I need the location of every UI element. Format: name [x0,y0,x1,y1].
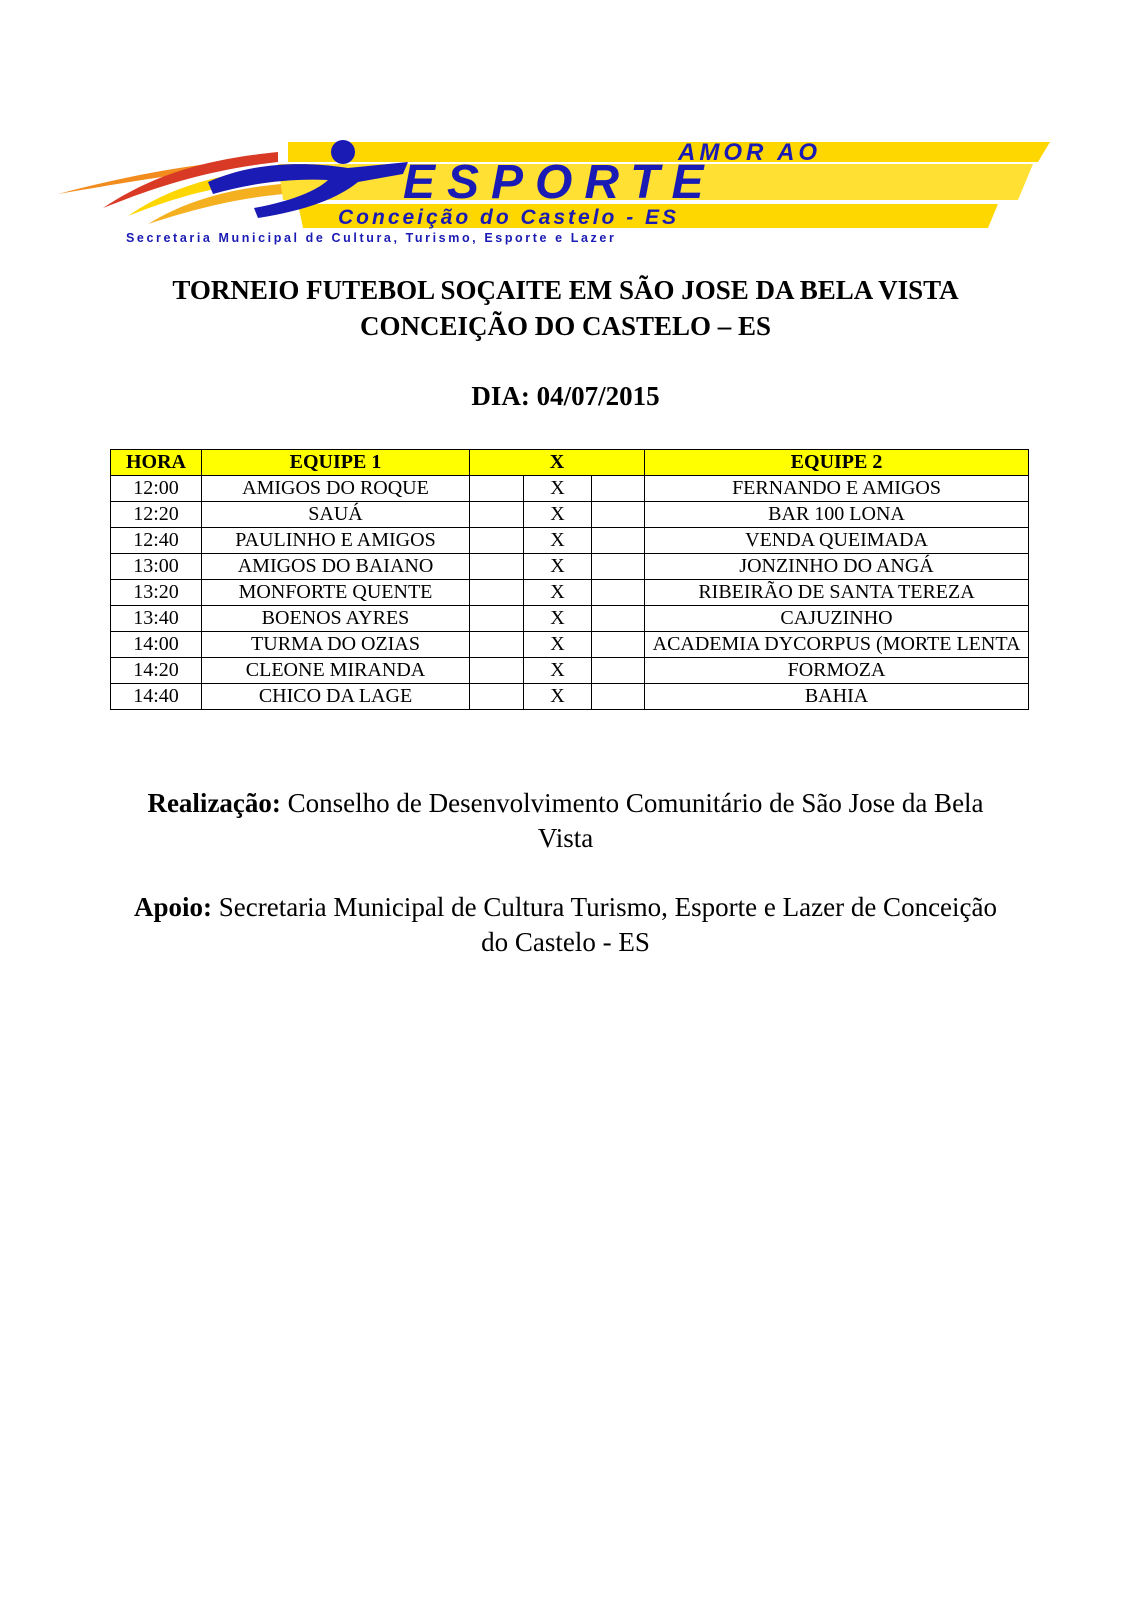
cell-team2: JONZINHO DO ANGÁ [645,554,1029,580]
cell-team2: FERNANDO E AMIGOS [645,476,1029,502]
realizacao-label: Realização: [147,788,281,818]
cell-hora: 13:40 [111,606,202,632]
table-row [111,502,1029,528]
cell-hora: 12:00 [111,476,202,502]
table-row [111,554,1029,580]
apoio-text: Secretaria Municipal de Cultura Turismo, Esporte e Lazer de Conceição do Castelo - ES [212,892,998,957]
tournament-date: DIA: 04/07/2015 [471,381,660,411]
amor-ao-esporte-logo [58,138,1050,250]
realizacao-credit [120,786,1011,856]
logo-line3: Conceição do Castelo - ES [338,206,680,229]
cell-gap [592,476,645,502]
cell-team2: BAHIA [645,684,1029,710]
apoio-label: Apoio: [133,892,212,922]
cell-team2: VENDA QUEIMADA [645,528,1029,554]
cell-gap [470,580,524,606]
realizacao-text: Conselho de Desenvolvimento Comunitário de São Jose da Bela Vista [280,788,984,853]
cell-team1: TURMA DO OZIAS [202,632,470,658]
cell-gap [470,632,524,658]
cell-hora: 13:20 [111,580,202,606]
cell-team1: BOENOS AYRES [202,606,470,632]
cell-team1: AMIGOS DO ROQUE [202,476,470,502]
cell-hora: 14:00 [111,632,202,658]
cell-gap [592,528,645,554]
logo-line2: ESPORTE [403,156,716,209]
cell-gap [470,528,524,554]
cell-team2: RIBEIRÃO DE SANTA TEREZA [645,580,1029,606]
games-table [110,449,1029,710]
cell-team1: PAULINHO E AMIGOS [202,528,470,554]
header-team2: EQUIPE 2 [645,450,1029,476]
cell-gap [470,476,524,502]
cell-team1: SAUÁ [202,502,470,528]
cell-vs: X [524,528,592,554]
table-row [111,658,1029,684]
cell-vs: X [524,502,592,528]
cell-gap [592,632,645,658]
cell-hora: 14:20 [111,658,202,684]
header-vs: X [470,450,645,476]
apoio-credit [120,890,1011,960]
cell-team2: BAR 100 LONA [645,502,1029,528]
header-team1: EQUIPE 1 [202,450,470,476]
table-row [111,606,1029,632]
table-row [111,632,1029,658]
logo-line1: AMOR AO [678,139,822,166]
cell-team1: CLEONE MIRANDA [202,658,470,684]
logo-line4: Secretaria Municipal de Cultura, Turismo, Esporte e Lazer [126,231,617,245]
cell-vs: X [524,580,592,606]
cell-gap [592,502,645,528]
cell-vs: X [524,554,592,580]
cell-gap [470,554,524,580]
cell-gap [592,580,645,606]
cell-team1: AMIGOS DO BAIANO [202,554,470,580]
table-row [111,476,1029,502]
cell-gap [592,606,645,632]
cell-vs: X [524,658,592,684]
tournament-title: TORNEIO FUTEBOL SOÇAITE EM SÃO JOSE DA BELA VISTA [172,275,959,305]
games-table-body [111,476,1029,710]
cell-gap [592,658,645,684]
table-row [111,684,1029,710]
cell-team2: ACADEMIA DYCORPUS (MORTE LENTA [645,632,1029,658]
cell-team1: CHICO DA LAGE [202,684,470,710]
cell-gap [470,658,524,684]
table-row [111,528,1029,554]
header-hora: HORA [111,450,202,476]
cell-hora: 12:20 [111,502,202,528]
table-header-row [111,450,1029,476]
cell-gap [592,554,645,580]
cell-gap [470,502,524,528]
cell-hora: 13:00 [111,554,202,580]
tournament-location: CONCEIÇÃO DO CASTELO – ES [359,311,772,341]
cell-hora: 14:40 [111,684,202,710]
cell-team1: MONFORTE QUENTE [202,580,470,606]
cell-team2: FORMOZA [645,658,1029,684]
cell-gap [470,684,524,710]
table-row [111,580,1029,606]
cell-vs: X [524,684,592,710]
cell-team2: CAJUZINHO [645,606,1029,632]
cell-hora: 12:40 [111,528,202,554]
cell-vs: X [524,606,592,632]
cell-gap [470,606,524,632]
cell-vs: X [524,632,592,658]
cell-vs: X [524,476,592,502]
cell-gap [592,684,645,710]
